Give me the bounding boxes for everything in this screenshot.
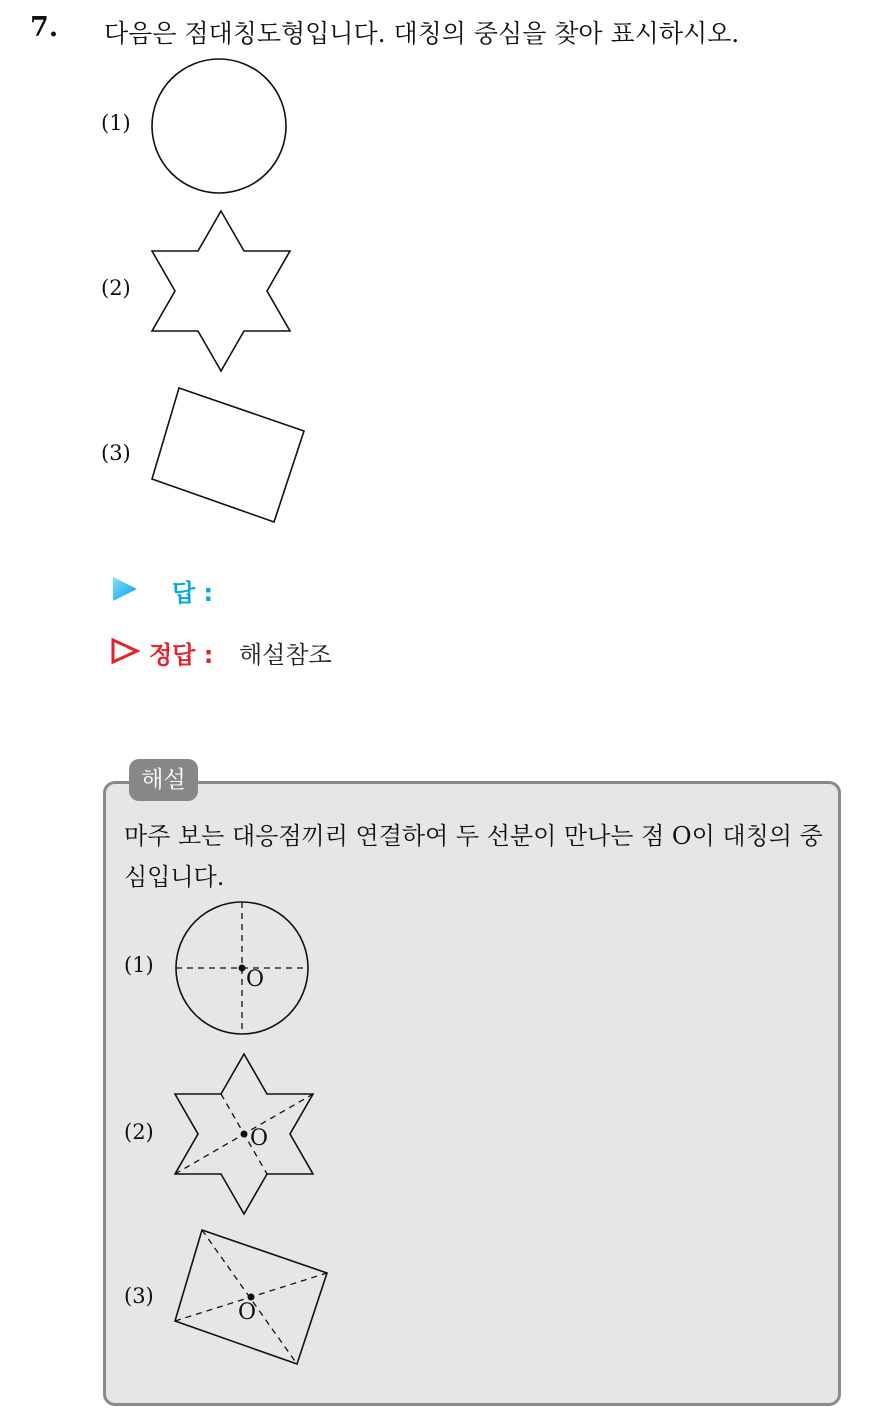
rectangle-shape [152, 388, 304, 522]
exp-circle-figure [174, 900, 314, 1040]
item-label-1: (1) [101, 111, 131, 135]
correct-play-icon [110, 637, 140, 665]
explanation-tab: 해설 [129, 759, 198, 801]
exp-center-label-3: O [238, 1300, 257, 1325]
circle-shape [152, 59, 286, 193]
exp-item-label-1: (1) [124, 953, 154, 977]
correct-answer-value: 해설참조 [239, 641, 332, 669]
star-shape [152, 211, 290, 371]
exp-center-label-2: O [250, 1126, 269, 1151]
center-point [241, 1131, 248, 1138]
question-number: 7. [30, 12, 59, 43]
center-point [239, 965, 246, 972]
question-text: 다음은 점대칭도형입니다. 대칭의 중심을 찾아 표시하시오. [104, 19, 740, 48]
answer-play-icon [111, 575, 139, 603]
question-rectangle-figure [150, 386, 308, 526]
explanation-text: 마주 보는 대응점끼리 연결하여 두 선분이 만나는 점 O이 대칭의 중심입니다. [124, 822, 823, 891]
question-star-figure [150, 210, 295, 372]
exp-star-figure [173, 1053, 318, 1215]
exp-item-label-3: (3) [124, 1284, 154, 1308]
question-circle-figure [150, 58, 290, 198]
exp-rectangle-figure [173, 1228, 331, 1368]
item-label-3: (3) [101, 441, 131, 465]
item-label-2: (2) [101, 276, 131, 300]
exp-item-label-2: (2) [124, 1120, 154, 1144]
exp-center-label-1: O [246, 967, 265, 992]
correct-answer-label: 정답 : [149, 641, 214, 669]
answer-label: 답 : [172, 579, 214, 607]
